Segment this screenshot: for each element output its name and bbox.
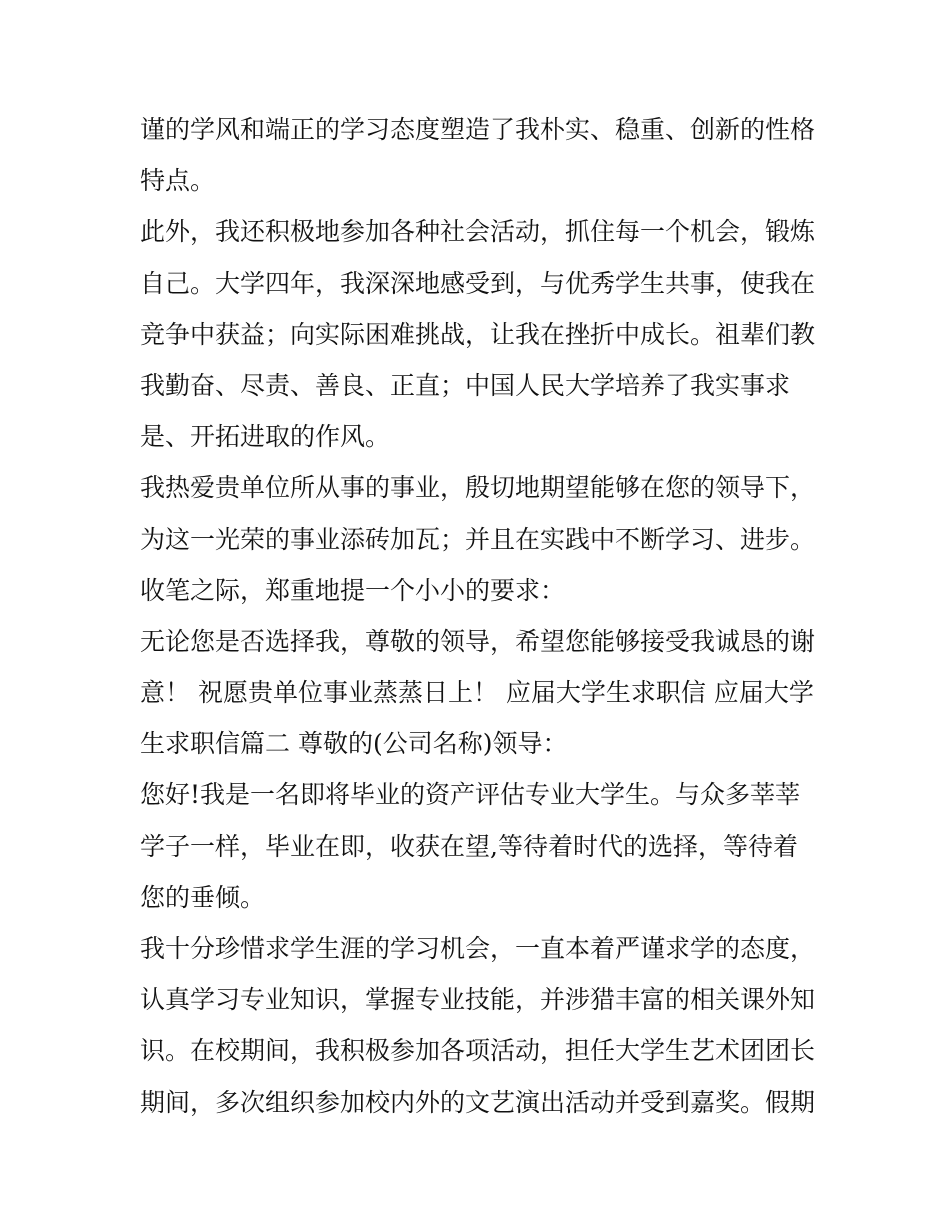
text-line: 我勤奋、尽责、善良、正直；中国人民大学培养了我实事求 [140,370,791,400]
text-line: 您好!我是一名即将毕业的资产评估专业大学生。与众多莘莘 [140,780,801,810]
text-line: 自己。大学四年，我深深地感受到，与优秀学生共事，使我在 [140,268,816,298]
text-line: 生求职信篇二 尊敬的(公司名称)领导： [140,729,568,759]
text-line: 此外，我还积极地参加各种社会活动，抓住每一个机会，锻炼 [140,217,816,247]
text-line: 学子一样，毕业在即，收获在望,等待着时代的选择，等待着 [140,831,798,861]
text-line: 识。在校期间，我积极参加各项活动，担任大学生艺术团团长 [140,1036,816,1066]
document-body [140,104,820,1128]
text-line: 特点。 [140,166,216,196]
text-line: 您的垂倾。 [140,882,266,912]
text-line: 是、开拓进取的作风。 [140,422,391,452]
text-line: 我十分珍惜求学生涯的学习机会，一直本着严谨求学的态度， [140,934,816,963]
text-line: 意！ 祝愿贵单位事业蒸蒸日上！ 应届大学生求职信 应届大学 [140,678,814,708]
text-line: 收笔之际，郑重地提一个小小的要求： [140,575,566,605]
text-line: 无论您是否选择我，尊敬的领导，希望您能够接受我诚恳的谢 [140,626,816,656]
text-line: 谨的学风和端正的学习态度塑造了我朴实、稳重、创新的性格 [140,115,816,144]
text-line: 认真学习专业知识，掌握专业技能，并涉猎丰富的相关课外知 [140,985,816,1015]
text-line: 竞争中获益；向实际困难挑战，让我在挫折中成长。祖辈们教 [140,319,816,349]
text-line: 我热爱贵单位所从事的事业，殷切地期望能够在您的领导下， [140,473,816,503]
text-line: 为这一光荣的事业添砖加瓦；并且在实践中不断学习、进步。 [140,524,816,554]
text-line: 期间，多次组织参加校内外的文艺演出活动并受到嘉奖。假期 [140,1087,816,1117]
